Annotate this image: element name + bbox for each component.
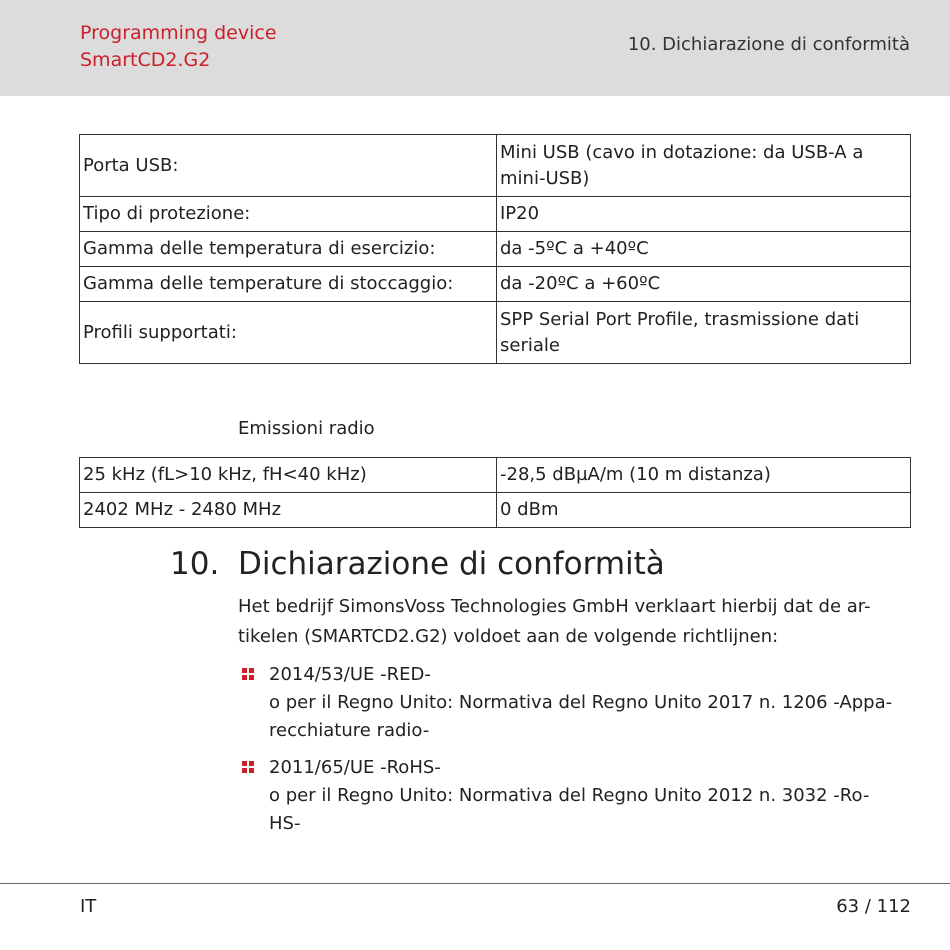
radio-band: 2402 MHz - 2480 MHz [80,493,497,528]
bullet-icon [242,761,256,775]
table-row [80,458,911,493]
page-header [0,0,950,96]
spec-label: Porta USB: [80,135,497,197]
spec-value: Mini USB (cavo in dotazione: da USB-A a mini-USB) [497,135,911,197]
table-row [80,197,911,232]
spec-label: Gamma delle temperature di stoccaggio: [80,267,497,302]
radio-value: 0 dBm [497,493,911,528]
chapter-reference: 10. Dichiarazione di conformità [627,34,910,55]
footer-language: IT [80,896,97,917]
section-number: 10. [170,546,220,582]
list-item: 2014/53/UE -RED- o per il Regno Unito: Normativa del Regno Unito 2017 n. 1206 -Appa- recchiature radio- [269,664,893,741]
bullet-icon [242,668,256,682]
footer-divider [0,883,950,884]
page-number: 63 / 112 [836,896,911,917]
spec-label: Gamma delle temperatura di esercizio: [80,232,497,267]
spec-value: da -5ºC a +40ºC [497,232,911,267]
table-row [80,302,911,364]
specifications-table [79,134,911,364]
radio-band: 25 kHz (fL>10 kHz, fH<40 kHz) [80,458,497,493]
brand-line-1: Programming device [80,22,277,44]
radio-value: -28,5 dBµA/m (10 m distanza) [497,458,911,493]
table-row [80,267,911,302]
list-item: 2011/65/UE -RoHS- o per il Regno Unito: Normativa del Regno Unito 2012 n. 3032 -Ro- HS- [269,757,870,834]
table-row [80,135,911,197]
table-row [80,493,911,528]
section-title: Dichiarazione di conformità [238,546,665,582]
spec-label: Tipo di protezione: [80,197,497,232]
radio-emissions-table [79,457,911,528]
section-intro: Het bedrijf SimonsVoss Technologies GmbH verklaart hierbij dat de ar- tikelen (SMARTCD2.G2) voldoet aan de volgende richtlijnen: [238,596,871,647]
spec-value: da -20ºC a +60ºC [497,267,911,302]
spec-label: Profili supportati: [80,302,497,364]
radio-emissions-label: Emissioni radio [238,418,375,439]
spec-value: SPP Serial Port Profile, trasmissione dati seriale [497,302,911,364]
product-brand [80,20,277,74]
spec-value: IP20 [497,197,911,232]
brand-line-2: SmartCD2.G2 [80,49,211,71]
table-row [80,232,911,267]
